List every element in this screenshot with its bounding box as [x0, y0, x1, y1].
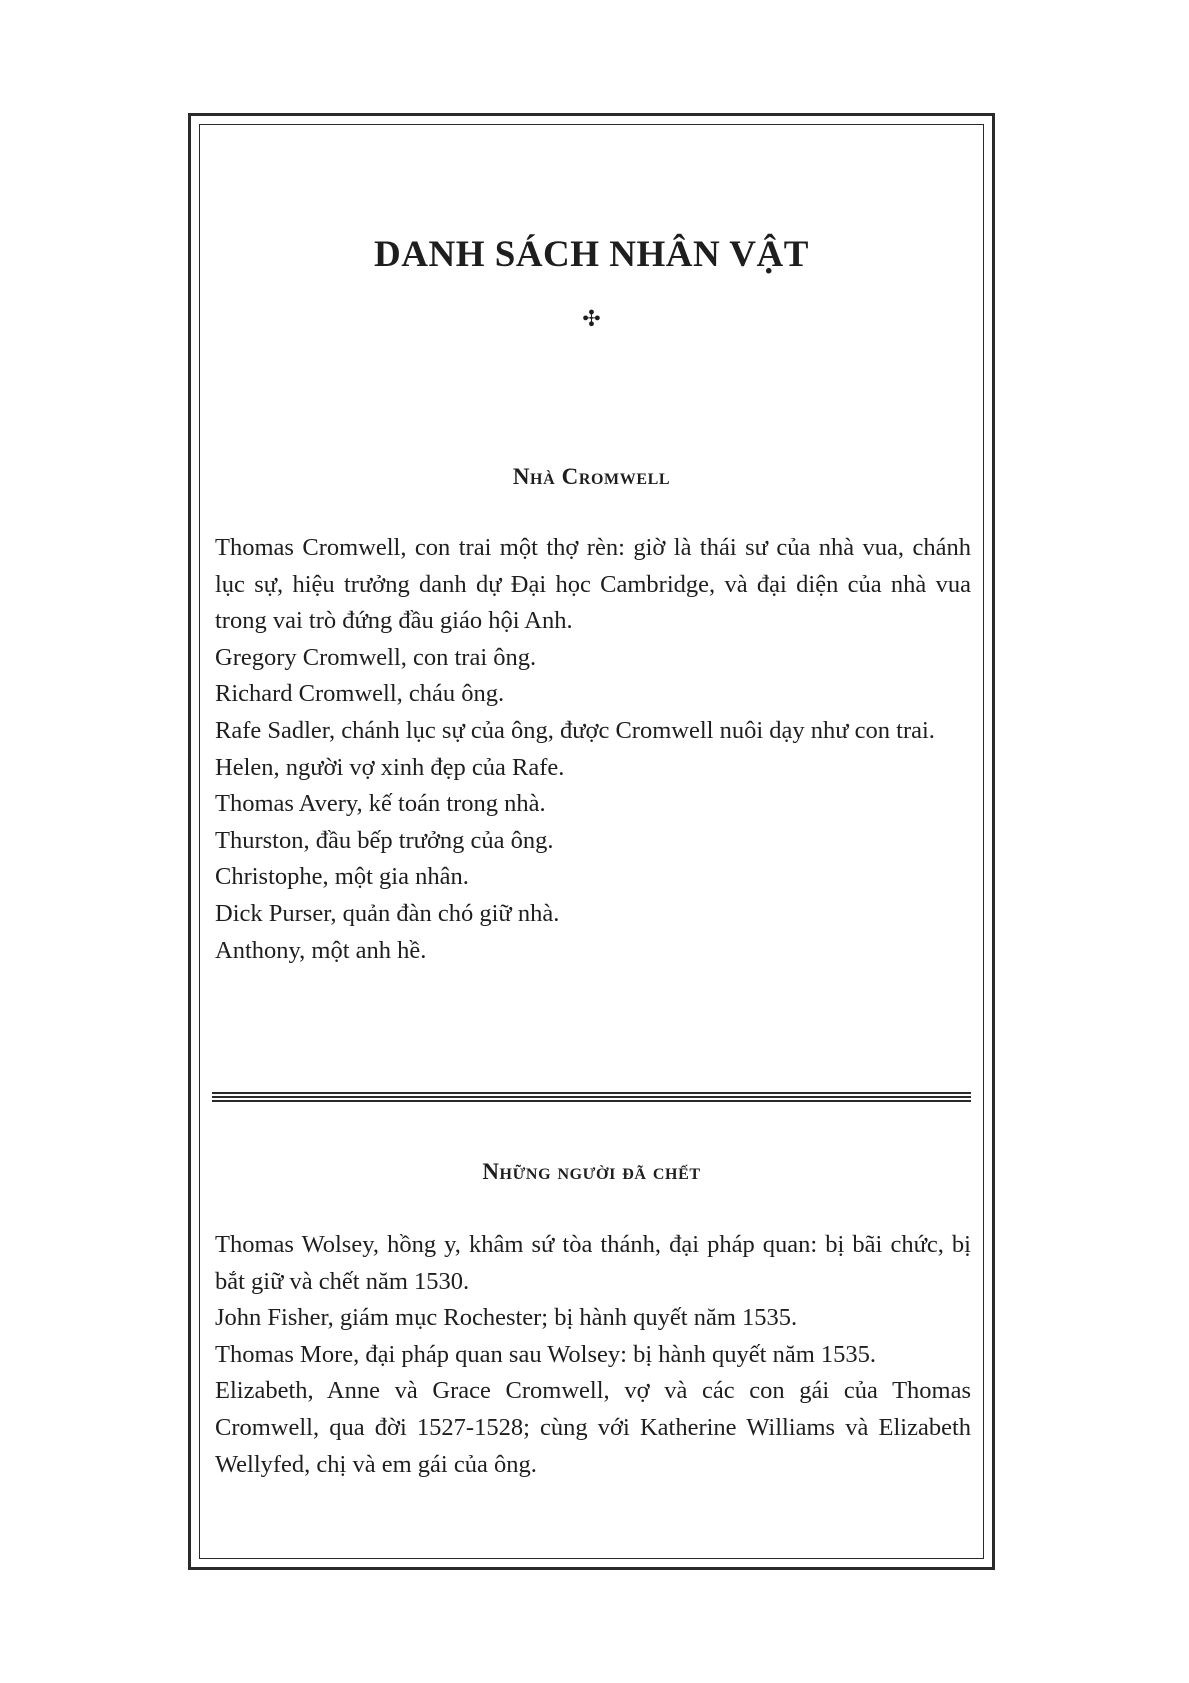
- character-entry: Richard Cromwell, cháu ông.: [215, 680, 505, 708]
- character-entry: Christophe, một gia nhân.: [215, 863, 469, 891]
- page-title: DANH SÁCH NHÂN VẬT: [374, 234, 809, 275]
- character-entry: Gregory Cromwell, con trai ông.: [215, 643, 537, 671]
- section-divider: [212, 1092, 971, 1102]
- character-entry: Thomas Wolsey, hồng y, khâm sứ tòa thánh, đại pháp quan: bị bãi chức, bị bắt giữ và chết năm 1530.: [215, 1231, 971, 1295]
- character-entry: Thomas Avery, kế toán trong nhà.: [215, 790, 546, 818]
- character-list-cromwell-household: [215, 530, 971, 969]
- character-entry: Helen, người vợ xinh đẹp của Rafe.: [215, 753, 565, 781]
- ornament-icon: ✣: [582, 307, 601, 332]
- character-entry: Anthony, một anh hề.: [215, 936, 427, 964]
- character-list-the-dead: [215, 1227, 971, 1483]
- section-heading-cromwell-household: Nhà Cromwell: [512, 464, 671, 489]
- character-entry: Thomas More, đại pháp quan sau Wolsey: bị hành quyết năm 1535.: [215, 1340, 876, 1368]
- character-entry: Elizabeth, Anne và Grace Cromwell, vợ và các con gái của Thomas Cromwell, qua đời 1527-1528; cùng với Katherine Williams và Elizabeth Wellyfed, chị và em gái của ông.: [215, 1377, 971, 1478]
- character-entry: Thurston, đầu bếp trưởng của ông.: [215, 826, 554, 854]
- character-entry: Thomas Cromwell, con trai một thợ rèn: giờ là thái sư của nhà vua, chánh lục sự, hiệu trưởng danh dự Đại học Cambridge, và đại diện của nhà vua trong vai trò đứng đầu giáo hội Anh.: [215, 534, 971, 635]
- character-entry: John Fisher, giám mục Rochester; bị hành quyết năm 1535.: [215, 1304, 798, 1332]
- section-heading-the-dead: Những người đã chết: [482, 1159, 701, 1184]
- character-entry: Dick Purser, quản đàn chó giữ nhà.: [215, 899, 560, 927]
- character-entry: Rafe Sadler, chánh lục sự của ông, được Cromwell nuôi dạy như con trai.: [215, 716, 935, 744]
